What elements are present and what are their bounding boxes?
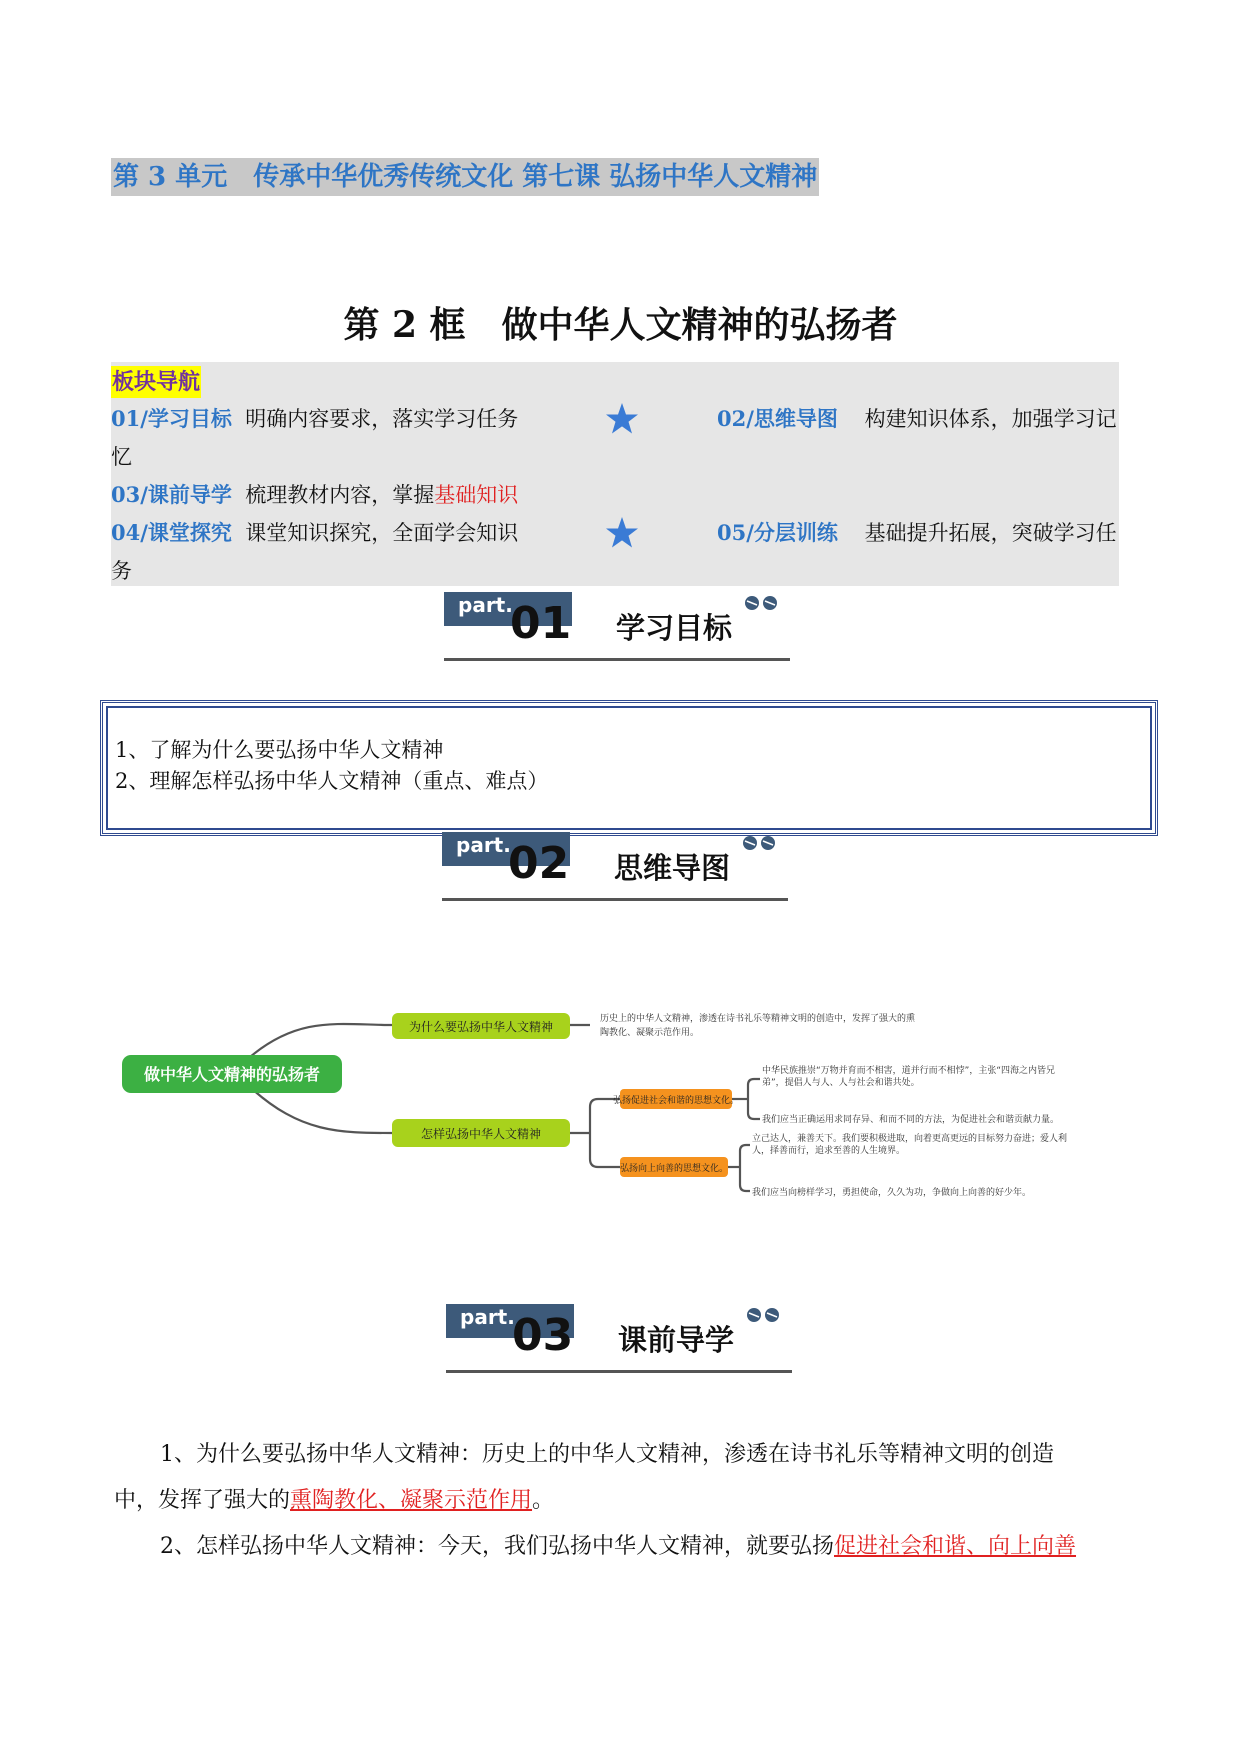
part-name: 学习目标 [616, 611, 733, 645]
mind-map-connector [250, 1087, 392, 1133]
nav-item-wrap: 忆 [111, 445, 132, 469]
nav-item-desc: 课堂知识探究，全面学会知识 [245, 521, 519, 545]
preview-text: 2、怎样弘扬中华人文精神：今天，我们弘扬中华人文精神，就要弘扬 [160, 1534, 834, 1559]
mind-map-note: 历史上的中华人文精神，渗透在诗书礼乐等精神文明的创造中，发挥了强大的熏 [600, 1014, 916, 1024]
nav-item-desc: 梳理教材内容，掌握 [245, 483, 435, 507]
nav-item-highlight: 基础知识 [434, 483, 519, 507]
part-02-banner [442, 832, 788, 902]
part-03-banner [446, 1304, 792, 1374]
preview-text: 。 [532, 1488, 555, 1513]
nav-item-layered-training[interactable] [717, 514, 1117, 552]
mind-map-note: 陶教化、凝聚示范作用。 [600, 1028, 700, 1038]
goal-item: 1、了解为什么要弘扬中华人文精神 [115, 738, 444, 762]
mind-map-connector [748, 1099, 760, 1119]
mind-map-branch-label: 怎样弘扬中华人文精神 [420, 1127, 542, 1141]
unit-title: 第 3 单元 传承中华优秀传统文化 第七课 弘扬中华人文精神 [111, 158, 819, 196]
nav-item-desc: 基础提升拓展，突破学习任 [864, 521, 1117, 545]
part-name: 课前导学 [618, 1323, 735, 1357]
nav-item-key: 05/分层训练 [717, 520, 838, 545]
mind-map-note: 我们应当正确运用求同存异、和而不同的方法，为促进社会和谐贡献力量。 [762, 1115, 1060, 1125]
nav-item-learning-goals[interactable] [111, 400, 518, 438]
decorative-dots-icon [742, 834, 778, 852]
decorative-dots-icon [746, 1306, 782, 1324]
mind-map-connector [250, 1024, 392, 1057]
preview-key-phrase: 熏陶教化、凝聚示范作用 [290, 1488, 533, 1513]
mind-map-note: 弟”，提倡人与人、人与社会和谐共处。 [762, 1078, 920, 1088]
nav-item-key: 01/学习目标 [111, 406, 232, 431]
part-word: part. [458, 593, 513, 617]
nav-item-key: 02/思维导图 [717, 406, 838, 431]
part-underline [446, 1370, 792, 1373]
nav-item-key: 04/课堂探究 [111, 520, 232, 545]
part-number: 01 [510, 598, 572, 649]
mind-map-connector [740, 1167, 750, 1191]
mind-map-sub-label: 弘扬促进社会和谐的思想文化。 [612, 1096, 740, 1106]
preview-paragraph-2-line-1 [160, 1524, 1076, 1570]
nav-heading: 板块导航 [111, 366, 201, 398]
nav-item-class-inquiry[interactable] [111, 514, 518, 552]
preview-paragraph-1-line-2 [114, 1478, 554, 1524]
learning-goals-box [100, 700, 1158, 836]
preview-key-phrase: 促进社会和谐、向上向善 [834, 1534, 1077, 1559]
mind-map-note: 立己达人，兼善天下。我们要积极进取，向着更高更远的目标努力奋进；爱人利 [752, 1134, 1068, 1144]
mind-map-note: 人，择善而行，追求至善的人生境界。 [752, 1146, 906, 1156]
part-word: part. [456, 833, 511, 857]
star-icon [605, 402, 639, 436]
decorative-dots-icon [744, 594, 780, 612]
nav-item-mind-map[interactable] [717, 400, 1117, 438]
mind-map-connector [590, 1133, 620, 1167]
preview-text: 中，发挥了强大的 [114, 1488, 291, 1513]
nav-item-pre-study[interactable] [111, 476, 518, 514]
module-navigation [111, 362, 1119, 586]
part-number: 03 [512, 1310, 574, 1361]
star-icon [605, 516, 639, 550]
nav-item-desc: 明确内容要求，落实学习任务 [245, 407, 519, 431]
mind-map-note: 我们应当向榜样学习，勇担使命，久久为功，争做向上向善的好少年。 [752, 1188, 1032, 1198]
mind-map-root-label: 做中华人文精神的弘扬者 [143, 1065, 321, 1084]
part-underline [444, 658, 790, 661]
nav-item-desc: 构建知识体系，加强学习记 [864, 407, 1117, 431]
part-underline [442, 898, 788, 901]
preview-paragraph-1-line-1: 1、为什么要弘扬中华人文精神：历史上的中华人文精神，渗透在诗书礼乐等精神文明的创造 [160, 1442, 1055, 1467]
nav-item-wrap: 务 [111, 559, 132, 583]
mind-map-note: 中华民族推崇“万物并育而不相害，道并行而不相悖”，主张“四海之内皆兄 [762, 1066, 1055, 1076]
part-name: 思维导图 [614, 851, 731, 885]
mind-map-branch-label: 为什么要弘扬中华人文精神 [408, 1020, 554, 1034]
mind-map-connector [740, 1145, 750, 1167]
mind-map-connector [748, 1079, 760, 1099]
mind-map [100, 985, 1120, 1215]
lesson-title: 第 2 框 做中华人文精神的弘扬者 [343, 304, 898, 346]
part-number: 02 [508, 838, 570, 889]
part-word: part. [460, 1305, 515, 1329]
part-01-banner [444, 592, 790, 662]
mind-map-sub-label: 弘扬向上向善的思想文化。 [619, 1164, 729, 1174]
goal-item: 2、理解怎样弘扬中华人文精神（重点、难点） [115, 769, 549, 793]
nav-item-key: 03/课前导学 [111, 482, 232, 507]
